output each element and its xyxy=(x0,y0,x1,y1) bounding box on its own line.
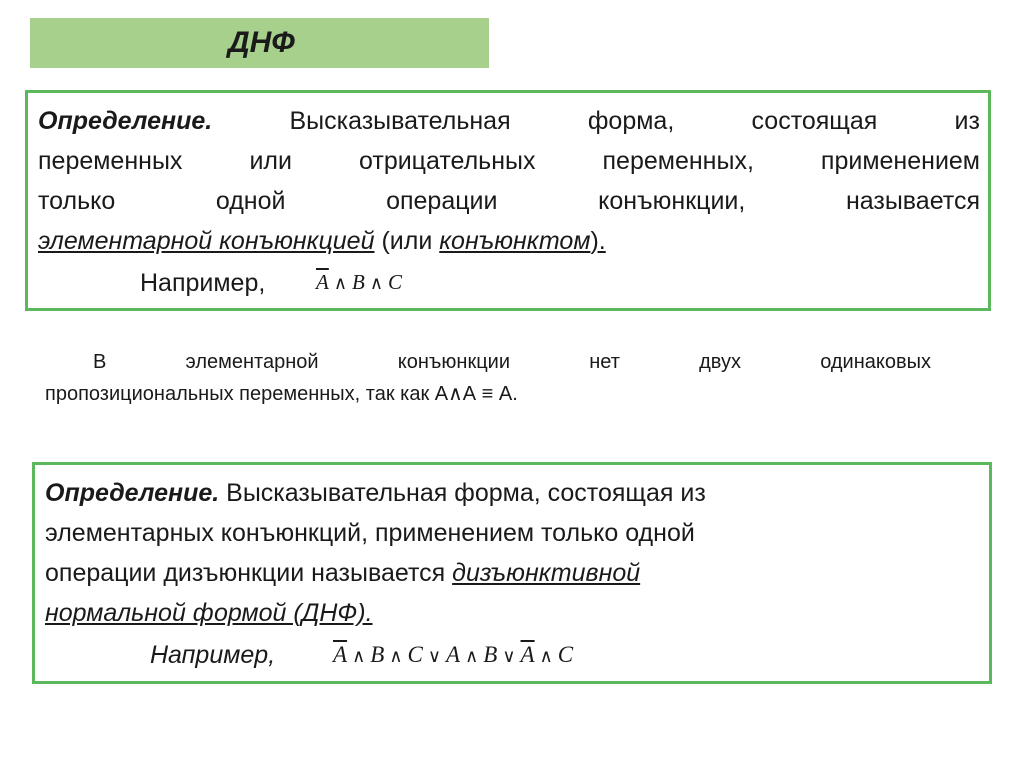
formula1-var-b: B xyxy=(352,270,365,294)
definition2-example-label: Например, xyxy=(150,641,276,669)
formula2-var-a: A xyxy=(446,642,461,667)
formula2-var-c2: C xyxy=(557,642,574,667)
definition2-formula xyxy=(333,642,573,668)
definition1-formula xyxy=(316,270,402,295)
formula2-op-1: ∧ xyxy=(352,646,366,666)
formula2-var-c: C xyxy=(407,642,423,667)
formula2-var-a-negated2: $\overline{A}$ xyxy=(520,642,535,667)
definition1-term: Определение. xyxy=(38,107,213,135)
page-title: ДНФ xyxy=(228,26,295,59)
definition1-line1-text: Высказывательная форма, состоящая из xyxy=(289,107,980,135)
formula2-var-a-negated: $\overline{A}$ xyxy=(333,642,348,667)
definition2-line1 xyxy=(45,478,706,508)
definition2-term-normal-form: нормальной формой (ДНФ). xyxy=(45,599,373,627)
definition1-line4 xyxy=(38,226,606,256)
definition2-term: Определение. xyxy=(45,479,220,507)
definition1-line4-end: ). xyxy=(590,227,606,255)
definition2-line1-text: Высказывательная форма, состоящая из xyxy=(219,479,706,507)
formula2-op-3: ∨ xyxy=(427,646,442,666)
definition1-line2: переменных или отрицательных переменных, применением xyxy=(38,147,980,175)
formula2-op-5: ∨ xyxy=(502,646,516,666)
definition2-line4 xyxy=(45,598,373,628)
formula2-var-b2: B xyxy=(483,642,498,667)
title-bar xyxy=(30,18,489,68)
note-line2: пропозициональных переменных, так как А∧А ≡ А. xyxy=(45,383,518,405)
definition2-line2: элементарных конъюнкций, применением только одной xyxy=(45,519,695,547)
definition1-term-elementary-conjunction: элементарной конъюнкцией xyxy=(38,227,375,255)
definition1-example-label: Например, xyxy=(140,269,266,297)
formula1-var-a-negated: $\overline{A}$ xyxy=(316,270,329,294)
definition2-term-disjunctive: дизъюнктивной xyxy=(452,559,641,587)
formula2-op-2: ∧ xyxy=(389,646,403,666)
definition2-line3 xyxy=(45,558,640,588)
formula1-and-1: ∧ xyxy=(333,273,348,293)
definition1-line4-mid: (или xyxy=(374,227,440,255)
definition1-line3: только одной операции конъюнкции, называется xyxy=(38,187,980,215)
formula2-var-b: B xyxy=(370,642,385,667)
formula2-op-6: ∧ xyxy=(539,646,553,666)
formula1-and-2: ∧ xyxy=(369,273,384,293)
formula2-op-4: ∧ xyxy=(465,646,479,666)
definition2-line3-text: операции дизъюнкции называется xyxy=(45,559,453,587)
definition1-term-conjunct: конъюнктом xyxy=(439,227,591,255)
definition1-line1 xyxy=(38,106,980,136)
note-line1: В элементарной конъюнкции нет двух одинаковых xyxy=(93,351,931,373)
formula1-var-c: C xyxy=(388,270,403,294)
